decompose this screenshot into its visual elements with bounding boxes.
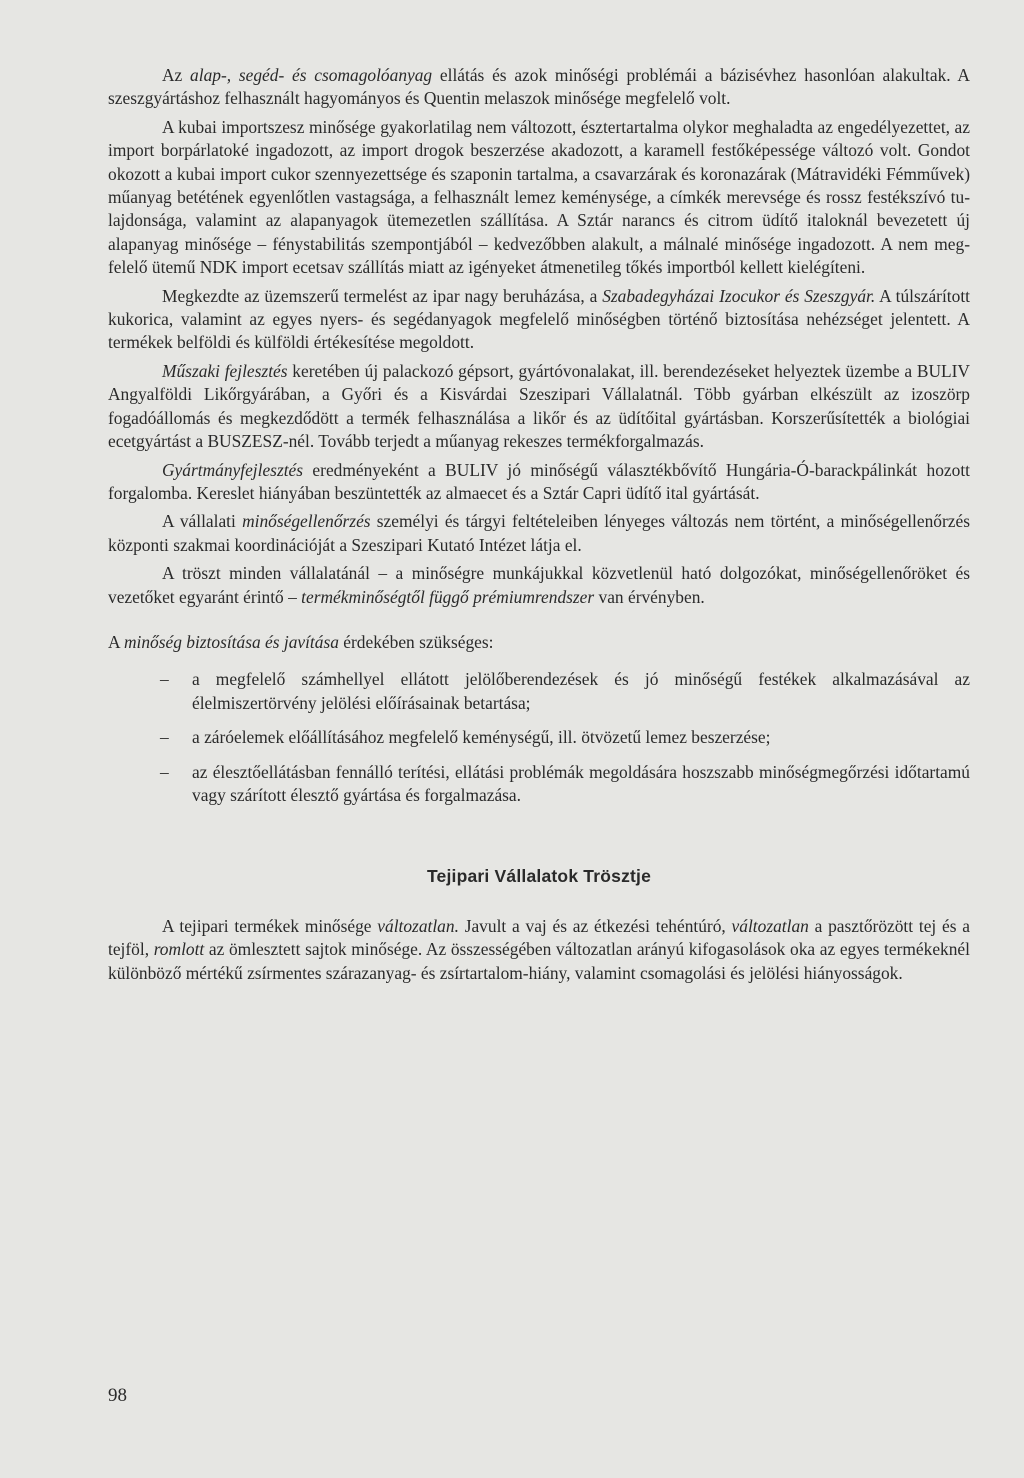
dash-marker: – [160,761,169,782]
emphasis-text: romlott [153,939,205,960]
page-number: 98 [108,1385,127,1406]
text-run: ellátás és azok minőségi problémái a bázisévhez hasonlóan alakultak. A szeszgyártáshoz felhasznált hagyományos és Quentin melaszok minősége megfelelő volt. [108,65,970,109]
list-item-text: a megfelelő számhellyel ellátott jelölőberendezések és jó minőségű festékek alkalmazásával az élelmiszertörvény jelölési előírásainak betartása; [192,669,970,713]
emphasis-text: Gyártmányfejlesztés [162,459,304,480]
emphasis-text: minőségellenőrzés [242,511,371,532]
text-run: van érvényben. [594,586,705,607]
paragraph-p6 [108,510,970,557]
text-run: Javult a vaj és az étkezési tehéntúró, [458,915,732,936]
list-item-text: az élesztőellátásban fennálló terítési, ellátási problémák megoldására hoszszabb minőségmegőrzési időtartamú vagy szárított élesztő gyártása és forgalmazása. [192,761,970,805]
paragraph-p5 [108,459,970,506]
emphasis-text: Szabadegyházai Izocukor és Szeszgyár. [602,285,876,306]
emphasis-text: változatlan. [377,915,459,936]
emphasis-text: változatlan [731,915,809,936]
paragraph-p7 [108,562,970,609]
text-run: az ömlesztett sajtok minősége. Az összességében változatlan arányú kifogasolások oka az egyes termékeknél különböző mértékű zsírmentes szárazanyag- és zsírtartalom-hiány, valamint csomagolási és jelölési hiányosságok. [108,939,970,983]
paragraph-p4 [108,360,970,454]
paragraph-p1 [108,64,970,111]
text-run: Megkezdte az üzemszerű termelést az ipar nagy beruházása, a [162,285,603,306]
text-run: a pasztőrözött tej és a tejföl, [108,915,970,960]
emphasis-text: termékminőségtől függő prémiumrendszer [301,586,595,607]
text-run: A kubai importszesz minősége gyakorlatilag nem változott, észtertartalma olykor meghaladta az engedélyezettet, az import borpárlatoké ingadozott, az import drogok beszerzése akadozott, a karamell festőképessége változó volt. Gondot okozott a kubai import cukor szennyezettsége és szaponin tartalma, a csavarzárak és koronazárak (Mátravidéki Fémművek) műanyag betétének egyenlőtlen vastagsága, a felhasznált lemez keménysége, a címkék merevsége és rossz festékszívó tulajdonsága, valamint az alapanyagok ütemezetlen szállítása. A Sztár narancs és citrom üdítő italoknál bevezetett új alapanyag minősége – fénystabilitás szempontjából – kedvezőbben alakult, a málnalé minősége ingadozott. A nem megfelelő ütemű NDK import ecetsav szállítás miatt az igényeket átmenetileg tőkés importból kellett kielégíteni. [108,116,970,278]
text-run: A tejipari termékek minősége [162,915,378,936]
text-run: A [108,631,124,652]
emphasis-text: alap-, segéd- és csomagolóanyag [190,65,433,85]
section-title: Tejipari Vállalatok Trösztje [426,866,652,887]
text-run: keretében új palackozó gépsort, gyártóvonalakat, ill. berendezéseket helyeztek üzembe a BULIV Angyalföldi Likőrgyárában, a Győri és a Kisvárdai Szeszipari Vállalatnál. Több gyárban elkészült az izoszörp fogadóállomás és megkezdődött a termék felhasználása a likőr és az üdítőital gyártásban. Korszerűsítették a biológiai ecetgyártást a BUSZESZ-nél. Tovább terjedt a műanyag rekeszes termékforgalmazás. [108,360,970,452]
paragraph-p8 [108,631,970,654]
requirements-list [108,668,970,807]
text-run: eredményeként a BULIV jó minőségű választékbővítő Hungária-Ó-barackpálinkát hozott forgalomba. Kereslet hiányában beszüntették az almaecet és a Sztár Capri üdítő ital gyártását. [108,459,970,503]
paragraph-group [108,64,970,654]
section-paragraph [108,915,970,985]
dash-marker: – [160,727,169,748]
list-item [108,761,970,808]
emphasis-text: minőség biztosítása és javítása [123,631,339,652]
body-text [108,64,970,985]
text-run: A tröszt minden vállalatánál – a minőségre munkájukkal közvetlenül ható dolgozókat, minőségellenőröket és vezetőket egyaránt érintő – [108,563,970,607]
dash-marker: – [160,669,169,690]
paragraph-p2 [108,116,970,280]
text-run: A vállalati [162,511,243,532]
text-run: személyi és tárgyi feltételeiben lényeges változás nem történt, a minőségellenőrzés központi szakmai koordinációját a Szeszipari Kutató Intézet látja el. [108,511,970,555]
text-run: A túlszárított kukorica, valamint az egyes nyers- és segédanyagok megfelelő minőségben történő biztosítása nehézséget jelentett. A termékek belföldi és külföldi értékesítése megoldott. [108,285,970,353]
list-item-text: a záróelemek előállításához megfelelő keménységű, ill. ötvözetű lemez beszerzése; [192,727,771,748]
emphasis-text: Műszaki fejlesztés [162,360,288,381]
list-item [108,668,970,715]
paragraph-p3 [108,285,970,355]
text-run: Az [162,65,191,85]
text-run: érdekében szükséges: [338,631,494,652]
list-item [108,726,970,749]
